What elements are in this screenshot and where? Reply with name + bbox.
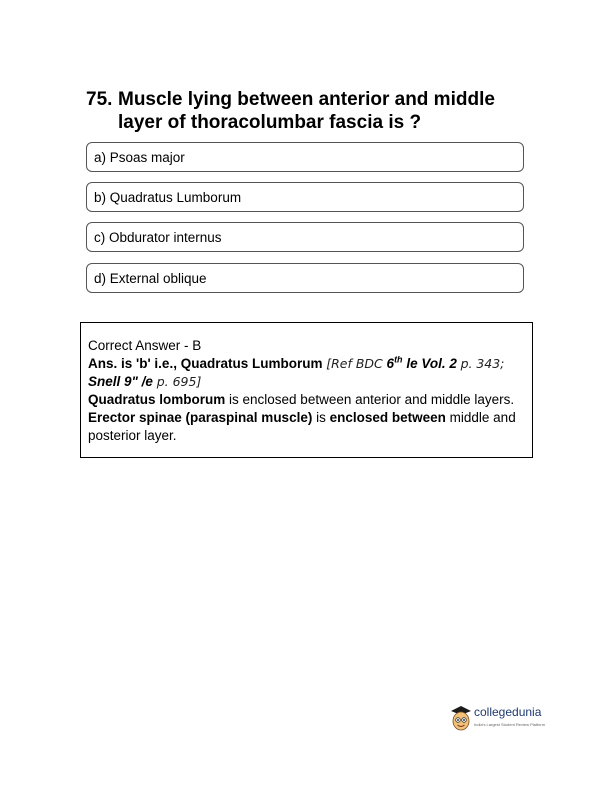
option-b[interactable]: b) Quadratus Lumborum — [86, 182, 524, 212]
ref-edition-rest: le Vol. 2 — [406, 356, 457, 371]
ref-snell: Snell 9" /e — [88, 374, 153, 389]
option-a[interactable]: a) Psoas major — [86, 142, 524, 172]
question-number: 75. — [86, 89, 113, 110]
mascot-icon — [450, 704, 472, 734]
expl-text-3: middle and posterior layer. — [88, 410, 516, 443]
correct-answer: Correct Answer - B — [88, 338, 202, 353]
question-text: Muscle lying between anterior and middle layer of thoracolumbar fascia is ? — [118, 89, 495, 133]
expl-text-1: is enclosed between anterior and middle layers. — [225, 392, 515, 407]
ref-end: p. 695] — [156, 374, 202, 389]
expl-bold-3: enclosed between — [329, 410, 446, 425]
expl-text-2: is — [312, 410, 330, 425]
expl-bold-1: Quadratus lomborum — [88, 392, 226, 407]
answer-prefix: Ans. is 'b' i.e., Quadratus Lumborum — [88, 356, 323, 371]
ref-p: p. — [460, 356, 473, 371]
ref-edition: 6 — [386, 356, 395, 371]
expl-bold-2: Erector spinae (paraspinal muscle) — [88, 410, 313, 425]
ref-page: 343; — [476, 356, 505, 371]
answer-reference — [88, 355, 524, 391]
option-d[interactable]: d) External oblique — [86, 263, 524, 293]
logo-tagline: India's Largest Student Review Platform — [474, 722, 546, 727]
ref-open: [Ref BDC — [326, 356, 383, 371]
answer-box — [80, 322, 533, 458]
collegedunia-logo — [450, 702, 550, 738]
answer-explanation — [88, 391, 524, 445]
option-c[interactable]: c) Obdurator internus — [86, 222, 524, 252]
ref-edition-sup: th — [394, 354, 403, 365]
logo-name: collegedunia — [474, 705, 542, 719]
